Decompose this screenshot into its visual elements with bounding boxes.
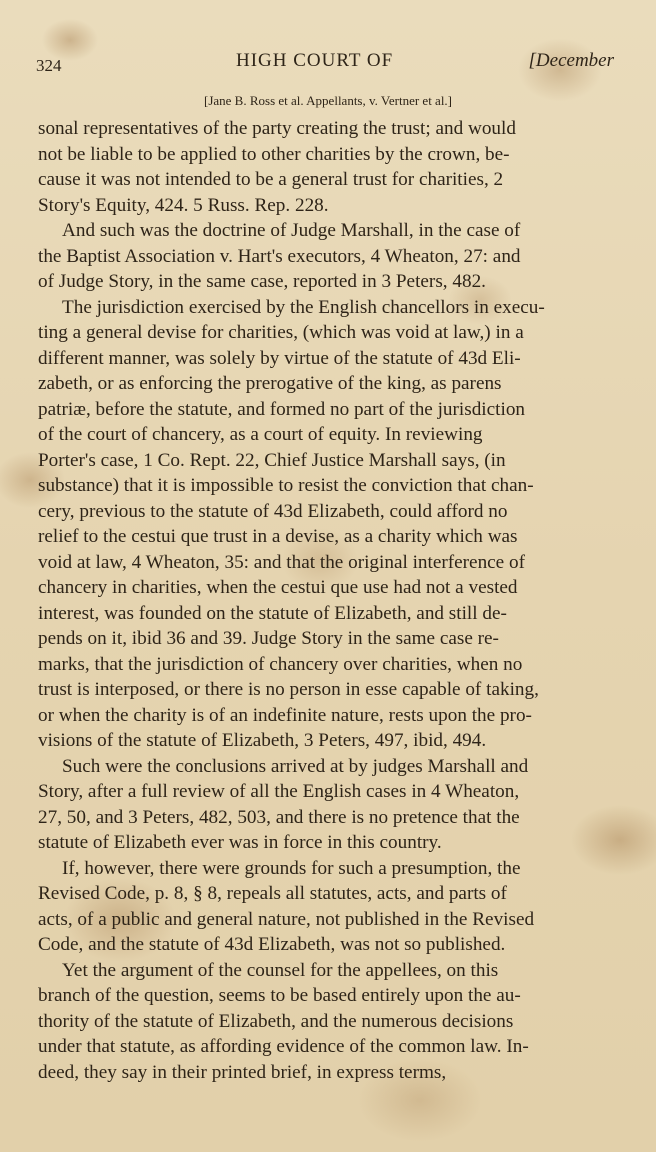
text-line: Revised Code, p. 8, § 8, repeals all statutes, acts, and parts of [38,883,507,904]
text-line: If, however, there were grounds for such a presumption, the [62,857,521,879]
text-line: ting a general devise for charities, (which was void at law,) in a [38,322,524,343]
text-line: patriæ, before the statute, and formed no part of the jurisdiction [38,398,526,420]
text-line: different manner, was solely by virtue of the statute of 43d Eli- [38,347,521,369]
text-line: the Baptist Association v. Hart's executors, 4 Wheaton, 27: and [38,245,521,267]
text-line: 27, 50, and 3 Peters, 482, 503, and there is no pretence that the [38,806,520,828]
text-line: or when the charity is of an indefinite nature, rests upon the pro- [38,704,532,726]
text-line: trust is interposed, or there is no person in esse capable of taking, [38,679,539,700]
text-line: not be liable to be applied to other charities by the crown, be- [38,143,510,165]
text-line: cause it was not intended to be a general trust for charities, 2 [38,169,504,190]
text-line: The jurisdiction exercised by the English chancellors in execu- [62,296,545,318]
text-line: Story's Equity, 424. 5 Russ. Rep. 228. [38,194,329,216]
text-line: branch of the question, seems to be based entirely upon the au- [38,985,521,1006]
text-line: visions of the statute of Elizabeth, 3 Peters, 497, ibid, 494. [38,730,487,751]
text-line: Yet the argument of the counsel for the appellees, on this [62,959,499,981]
page-header [36,50,614,76]
text-line: void at law, 4 Wheaton, 35: and that the original interference of [38,551,525,573]
text-line: substance) that it is impossible to resist the conviction that chan- [38,475,534,496]
text-line: interest, was founded on the statute of Elizabeth, and still de- [38,602,507,624]
text-line: pends on it, ibid 36 and 39. Judge Story in the same case re- [38,628,499,649]
text-line: Porter's case, 1 Co. Rept. 22, Chief Justice Marshall says, (in [38,449,506,471]
text-line: relief to the cestui que trust in a devise, as a charity which was [38,526,518,547]
body-text [38,116,618,1085]
text-line: Such were the conclusions arrived at by judges Marshall and [62,755,529,777]
text-line: deed, they say in their printed brief, in express terms, [38,1061,447,1083]
text-line: thority of the statute of Elizabeth, and the numerous decisions [38,1010,514,1032]
text-line: of the court of chancery, as a court of equity. In reviewing [38,424,483,445]
text-line: And such was the doctrine of Judge Marshall, in the case of [62,220,521,241]
page-number: 324 [36,56,62,75]
header-month: [December [528,50,614,71]
text-line: Story, after a full review of all the English cases in 4 Wheaton, [38,781,520,802]
running-head: [Jane B. Ross et al. Appellants, v. Vertner et al.] [203,93,453,108]
text-line: cery, previous to the statute of 43d Elizabeth, could afford no [38,500,508,522]
text-line: zabeth, or as enforcing the prerogative of the king, as parens [38,373,502,394]
page-title: HIGH COURT OF [236,50,394,71]
text-line: marks, that the jurisdiction of chancery over charities, when no [38,653,523,675]
text-line: of Judge Story, in the same case, reported in 3 Peters, 482. [38,271,486,292]
text-line: sonal representatives of the party creating the trust; and would [38,118,516,139]
text-line: under that statute, as affording evidence of the common law. In- [38,1036,529,1057]
text-line: Code, and the statute of 43d Elizabeth, was not so published. [38,934,506,955]
text-line: statute of Elizabeth ever was in force in this country. [38,832,442,853]
text-line: chancery in charities, when the cestui que use had not a vested [38,577,518,598]
text-line: acts, of a public and general nature, not published in the Revised [38,908,535,930]
